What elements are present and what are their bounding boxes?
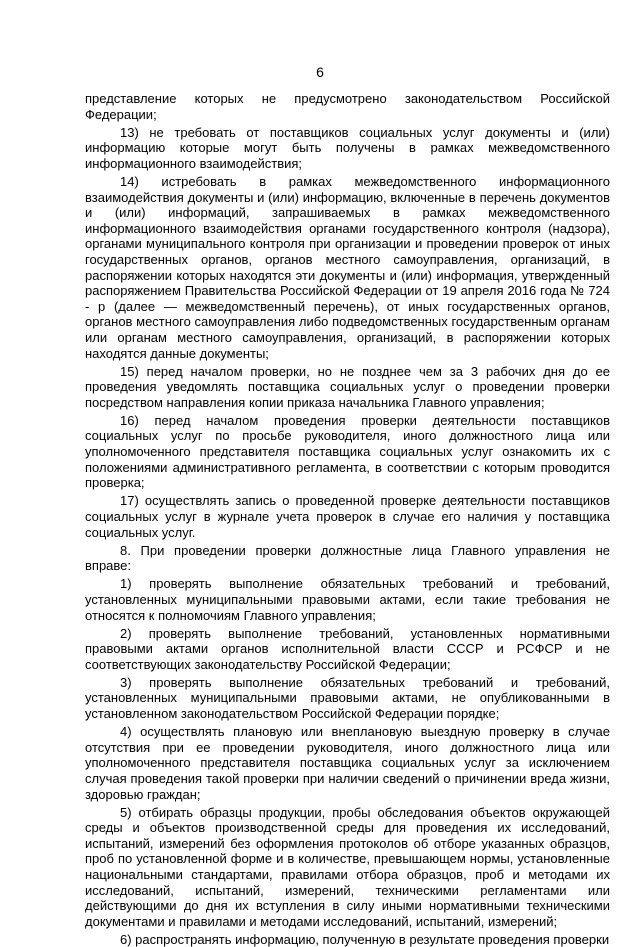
paragraph-item-14: 14) истребовать в рамках межведомственного информационного взаимодействия документы и (или) информацию, включенные в перечень документов и (или) информаций, запрашиваемых в рамках межведомственного информационного взаимодействия органами государственного контроля (надзора), органами муниципального контроля при организации и проведении проверок от иных государственных органов, органов местного самоуправления, организаций, в распоряжении которых находятся эти документы и (или) информация, утвержденный распоряжением Правительства Российской Федерации от 19 апреля 2016 года № 724 - р (далее — межведомственный перечень), от иных государственных органов, органов местного самоуправления либо подведомственных государственным органам или органам местного самоуправления, организаций, в распоряжении которых находятся данные документы; <box>85 173 610 361</box>
page-number: 6 <box>316 64 324 80</box>
document-body <box>85 91 610 947</box>
section-8-heading: 8. При проведении проверки должностные лица Главного управления не вправе: <box>85 542 610 574</box>
paragraph-item-13: 13) не требовать от поставщиков социальных услуг документы и (или) информацию которые могут быть получены в рамках межведомственного информационного взаимодействия; <box>85 124 610 171</box>
paragraph-prohibition-6: 6) распространять информацию, полученную в результате проведения проверки <box>120 931 610 947</box>
paragraph-prohibition-2: 2) проверять выполнение требований, установленных нормативными правовыми актами органов исполнительной власти СССР и РСФСР и не соответствующих законодательству Российской Федерации; <box>85 625 610 672</box>
paragraph-prohibition-1: 1) проверять выполнение обязательных требований и требований, установленных муниципальными правовыми актами, если такие требования не относятся к полномочиям Главного управления; <box>85 576 610 623</box>
paragraph-prohibition-4: 4) осуществлять плановую или внеплановую выездную проверку в случае отсутствия при ее проведении руководителя, иного должностного лица или уполномоченного представителя поставщика социальных услуг за исключением случая проведения такой проверки при наличии сведений о причинении вреда жизни, здоровью граждан; <box>85 724 610 802</box>
paragraph-prohibition-3: 3) проверять выполнение обязательных требований и требований, установленных муниципальными правовыми актами, не опубликованными в установленном законодательством Российской Федерации порядке; <box>85 674 610 722</box>
paragraph-item-17: 17) осуществлять запись о проведенной проверке деятельности поставщиков социальных услуг в журнале учета проверок в случае его наличия у поставщика социальных услуг. <box>85 493 610 540</box>
paragraph-item-15: 15) перед началом проверки, но не позднее чем за 3 рабочих дня до ее проведения уведомлять поставщика социальных услуг о проведении проверки посредством направления копии приказа начальника Главного управления; <box>85 363 610 410</box>
paragraph-item-16: 16) перед началом проведения проверки деятельности поставщиков социальных услуг по просьбе руководителя, иного должностного лица или уполномоченного представителя поставщика социальных услуг ознакомить их с положениями административного регламента, в соответствии с которым проводится проверка; <box>85 412 610 491</box>
paragraph-prohibition-5: 5) отбирать образцы продукции, пробы обследования объектов окружающей среды и объектов производственной среды для проведения их исследований, испытаний, измерений без оформления протоколов об отборе указанных образцов, проб по установленной форме и в количестве, превышающем нормы, установленные национальными стандартами, правилами отбора образцов, проб и методами их исследований, испытаний, измерений, техническими регламентами или действующими до дня их вступления в силу иными нормативными техническими документами и правилами и методами исследований, испытаний, измерений; <box>85 804 610 929</box>
paragraph-continuation: представление которых не предусмотрено законодательством Российской Федерации; <box>85 91 610 122</box>
